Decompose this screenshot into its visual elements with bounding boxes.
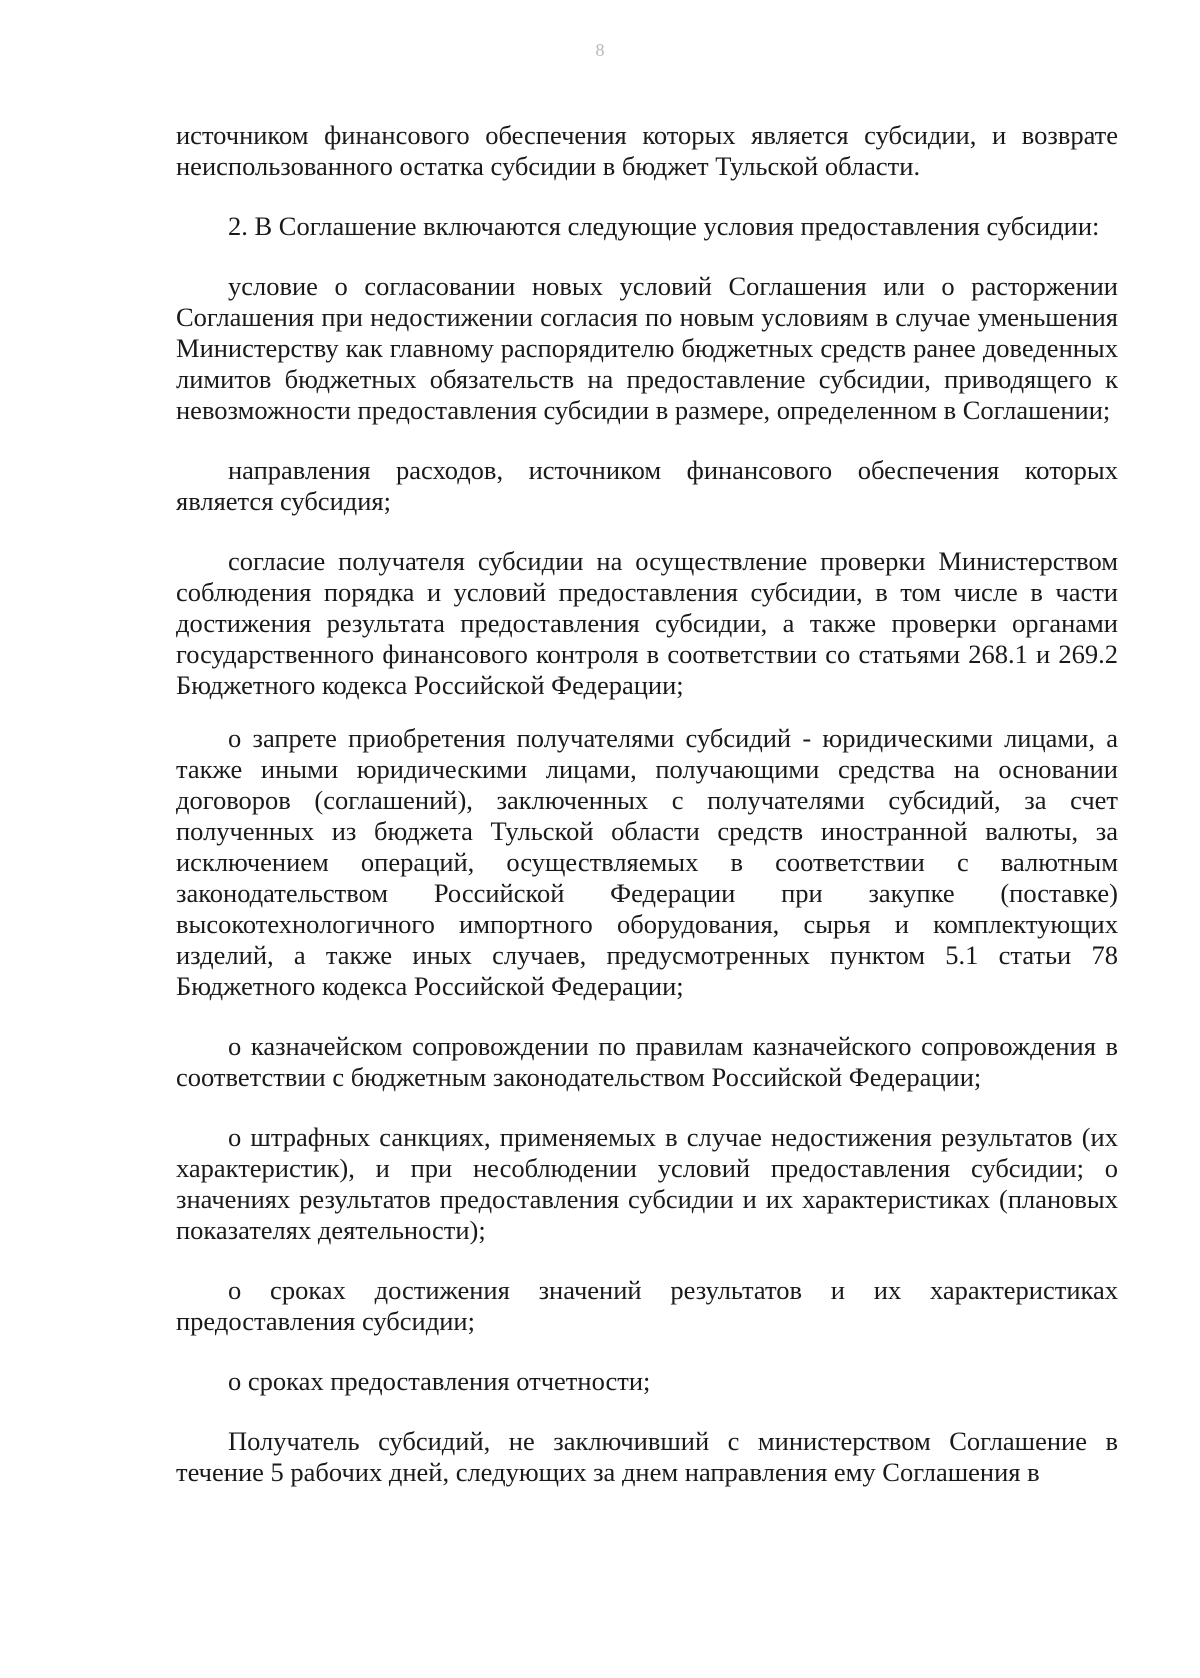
paragraph-deadlines: о сроках достижения значений результатов и их характеристиках предоставления субсидии; xyxy=(176,1275,1118,1336)
paragraph-penalties: о штрафных санкциях, применяемых в случае недостижения результатов (их характеристик), и при несоблюдении условий предоставления субсидии; о значениях результатов предоставления субсидии и их характеристиках (плановых показателях деятельности); xyxy=(176,1122,1118,1245)
paragraph-currency-ban: о запрете приобретения получателями субсидий - юридическими лицами, а также иными юридическими лицами, получающими средства на основании договоров (соглашений), заключенных с получателями субсидий, за счет полученных из бюджета Тульской области средств иностранной валюты, за исключением операций, осуществляемых в соответствии с валютным законодательством Российской Федерации при закупке (поставке) высокотехнологичного импортного оборудования, сырья и комплектующих изделий, а также иных случаев, предусмотренных пунктом 5.1 статьи 78 Бюджетного кодекса Российской Федерации; xyxy=(176,723,1118,1001)
paragraph-continuation: источником финансового обеспечения которых является субсидии, и возврате неиспользованного остатка субсидии в бюджет Тульской области. xyxy=(176,120,1118,181)
paragraph-condition-agreement: условие о согласовании новых условий Соглашения или о расторжении Соглашения при недостижении согласия по новым условиям в случае уменьшения Министерству как главному распорядителю бюджетных средств ранее доведенных лимитов бюджетных обязательств на предоставление субсидии, приводящего к невозможности предоставления субсидии в размере, определенном в Соглашении; xyxy=(176,271,1118,425)
paragraph-treasury-support: о казначейском сопровождении по правилам казначейского сопровождения в соответствии с бюджетным законодательством Российской Федерации; xyxy=(176,1031,1118,1092)
paragraph-clause-2: 2. В Соглашение включаются следующие условия предоставления субсидии: xyxy=(228,211,1100,241)
paragraph-expense-directions: направления расходов, источником финансового обеспечения которых является субсидия; xyxy=(176,455,1118,516)
page-number: 8 xyxy=(595,40,605,60)
paragraph-inspection-consent: согласие получателя субсидии на осуществление проверки Министерством соблюдения порядка и условий предоставления субсидии, в том числе в части достижения результата предоставления субсидии, а также проверки органами государственного финансового контроля в соответствии со статьями 268.1 и 269.2 Бюджетного кодекса Российской Федерации; xyxy=(176,546,1118,700)
paragraph-reporting: о сроках предоставления отчетности; xyxy=(228,1366,651,1396)
paragraph-recipient: Получатель субсидий, не заключивший с министерством Соглашение в течение 5 рабочих дней, следующих за днем направления ему Соглашения в xyxy=(176,1426,1118,1487)
document-body xyxy=(176,120,1118,1488)
